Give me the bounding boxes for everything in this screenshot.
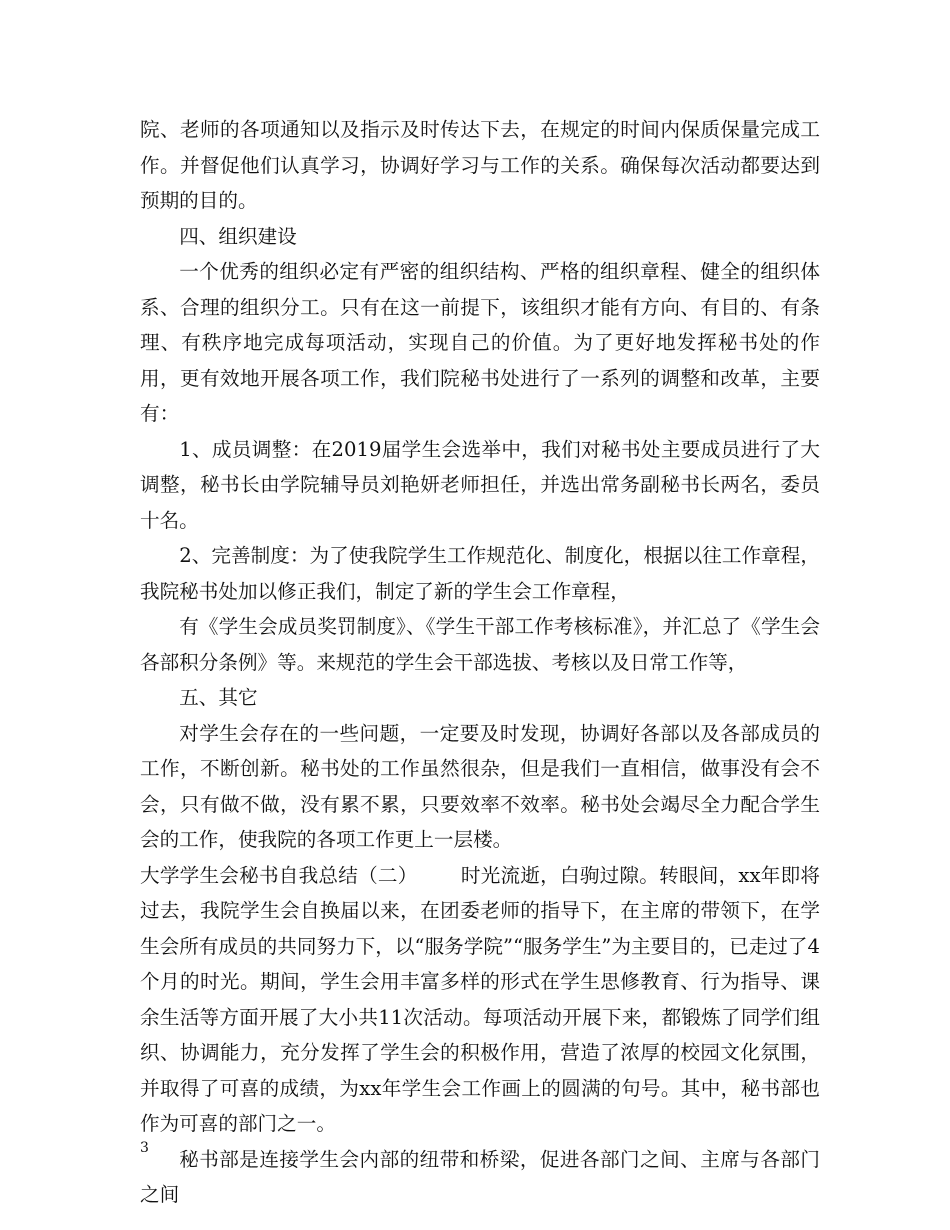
paragraph-organization: 一个优秀的组织必定有严密的组织结构、严格的组织章程、健全的组织体系、合理的组织分工。只有在这一前提下，该组织才能有方向、有目的、有条理、有秩序地完成每项活动，实现自己的价值。为了更好地发挥秘书处的作用，更有效地开展各项工作，我们院秘书处进行了一系列的调整和改革，主要有： <box>140 260 820 425</box>
section-heading-organization: 四、组织建设 <box>179 224 297 248</box>
paragraph-second-summary <box>140 858 820 1142</box>
paragraph-regulations: 有《学生会成员奖罚制度》、《学生干部工作考核标准》，并汇总了《学生会各部积分条例》等。来规范的学生会干部选拔、考核以及日常工作等， <box>140 615 820 674</box>
paragraph-other: 对学生会存在的一些问题，一定要及时发现，协调好各部以及各部成员的工作，不断创新。秘书处的工作虽然很杂，但是我们一直相信，做事没有会不会，只有做不做，没有累不累，只要效率不效率。秘书处会竭尽全力配合学生会的工作，使我院的各项工作更上一层楼。 <box>140 721 820 851</box>
paragraph-continuation: 院、老师的各项通知以及指示及时传达下去，在规定的时间内保质保量完成工作。并督促他们认真学习，协调好学习与工作的关系。确保每次活动都要达到预期的目的。 <box>140 118 820 212</box>
summary-title: 大学学生会秘书自我总结（二） <box>140 863 418 887</box>
page-number: 3 <box>140 1140 149 1156</box>
paragraph-member-adjustment: 1、成员调整：在2019届学生会选举中，我们对秘书处主要成员进行了大调整，秘书长由学院辅导员刘艳妍老师担任，并选出常务副秘书长两名，委员十名。 <box>140 437 820 532</box>
paragraph-secretariat: 秘书部是连接学生会内部的纽带和桥梁，促进各部门之间、主席与各部门之间 <box>140 1147 820 1206</box>
paragraph-improve-system: 2、完善制度：为了使我院学生工作规范化、制度化，根据以往工作章程，我院秘书处加以修正我们，制定了新的学生会工作章程， <box>140 544 820 603</box>
summary-intro: 时光流逝，白驹过隙。转眼间，xx年即将过去，我院学生会自换届以来，在团委老师的指导下，在主席的带领下，在学生会所有成员的共同努力下，以“服务学院”“服务学生”为主要目的，已走过了4个月的时光。期间，学生会用丰富多样的形式在学生思修教育、行为指导、课余生活等方面开展了大小共11次活动。每项活动开展下来，都锻炼了同学们组织、协调能力，充分发挥了学生会的积极作用，营造了浓厚的校园文化氛围，并取得了可喜的成绩，为xx年学生会工作画上的圆满的句号。其中，秘书部也作为可喜的部门之一。 <box>140 863 820 1135</box>
section-heading-other: 五、其它 <box>179 686 258 709</box>
document-body <box>140 112 820 1213</box>
